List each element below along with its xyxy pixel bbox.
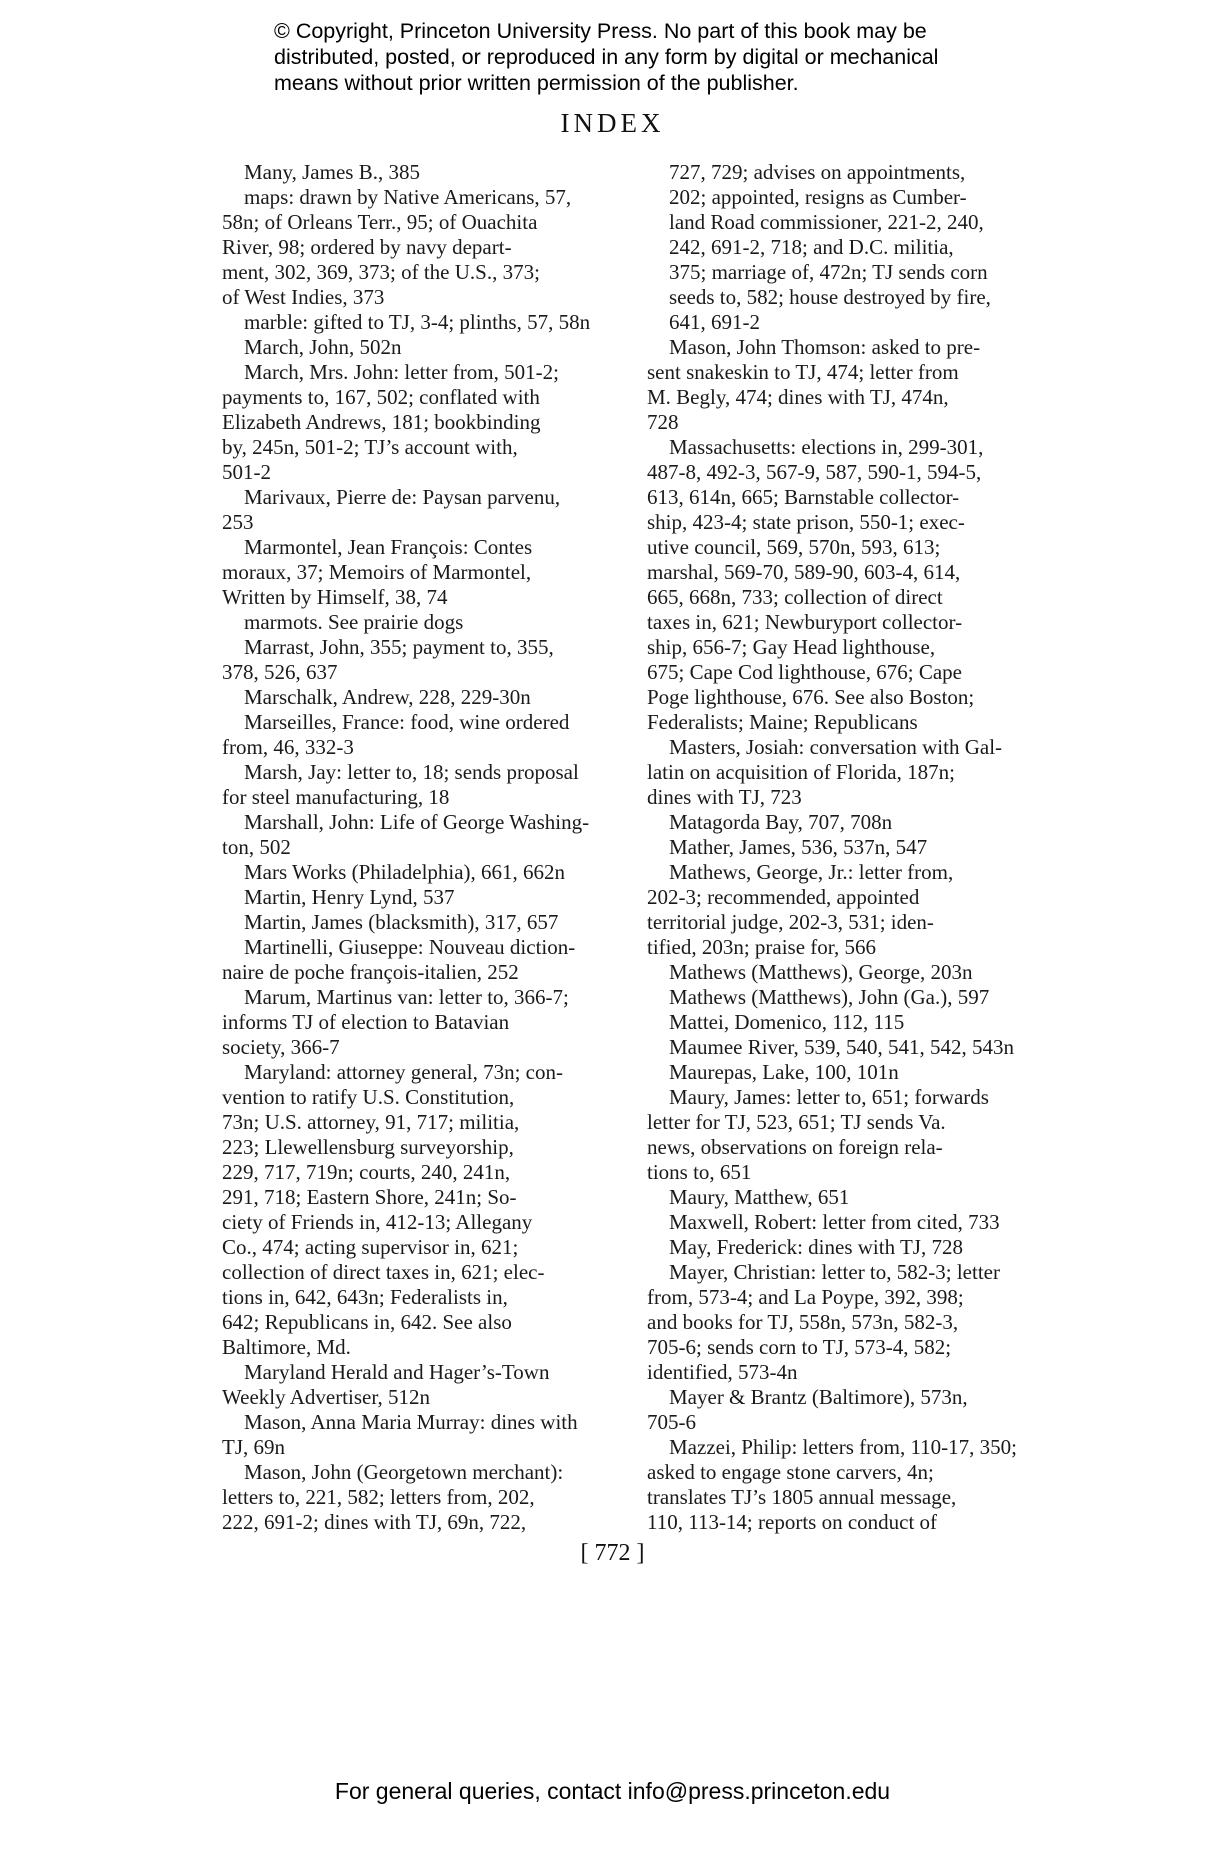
index-entry bbox=[222, 685, 627, 710]
index-entry-line: Written by Himself, 38, 74 bbox=[222, 585, 448, 609]
index-entry-line: Mattei, Domenico, 112, 115 bbox=[669, 1010, 905, 1034]
index-entry-line: 675; Cape Cod lighthouse, 676; Cape bbox=[647, 660, 962, 684]
index-entry-line: 487-8, 492-3, 567-9, 587, 590-1, 594-5, bbox=[647, 460, 982, 484]
index-entry-line: 705-6; sends corn to TJ, 573-4, 582; bbox=[647, 1335, 952, 1359]
index-entry-line: Mathews, George, Jr.: letter from, bbox=[669, 860, 954, 884]
index-entry-line: 110, 113-14; reports on conduct of bbox=[647, 1510, 938, 1534]
index-entry-line: moraux, 37; Memoirs of Marmontel, bbox=[222, 560, 532, 584]
index-entry bbox=[647, 735, 1057, 810]
index-entry-line: for steel manufacturing, 18 bbox=[222, 785, 450, 809]
index-entry bbox=[222, 985, 627, 1060]
index-entry bbox=[647, 335, 1057, 435]
index-entry bbox=[222, 860, 627, 885]
index-entry bbox=[222, 910, 627, 935]
index-entry-line: tified, 203n; praise for, 566 bbox=[647, 935, 876, 959]
index-entry bbox=[222, 160, 627, 185]
copyright-line: distributed, posted, or reproduced in any form by digital or mechanical bbox=[274, 45, 939, 69]
index-entry-line: 613, 614n, 665; Barnstable collector- bbox=[647, 485, 960, 509]
index-entry-line: Matagorda Bay, 707, 708n bbox=[669, 810, 893, 834]
page-number: [ 772 ] bbox=[580, 1540, 645, 1566]
index-entry-line: 641, 691-2 bbox=[669, 310, 760, 334]
index-entry-line: utive council, 569, 570n, 593, 613; bbox=[647, 535, 941, 559]
index-entry-line: Martin, Henry Lynd, 537 bbox=[244, 885, 455, 909]
index-entry bbox=[222, 335, 627, 360]
index-entry-line: 728 bbox=[647, 410, 679, 434]
index-entry-line: news, observations on foreign rela- bbox=[647, 1135, 943, 1159]
index-entry-line: from, 573-4; and La Poype, 392, 398; bbox=[647, 1285, 964, 1309]
index-entry-line: 229, 717, 719n; courts, 240, 241n, bbox=[222, 1160, 511, 1184]
index-entry-line: from, 46, 332-3 bbox=[222, 735, 354, 759]
index-entry-line: sent snakeskin to TJ, 474; letter from bbox=[647, 360, 959, 384]
index-entry-line: tions in, 642, 643n; Federalists in, bbox=[222, 1285, 508, 1309]
index-entry-line: ship, 423-4; state prison, 550-1; exec- bbox=[647, 510, 965, 534]
index-entry-line: Maury, James: letter to, 651; forwards bbox=[669, 1085, 989, 1109]
index-entry bbox=[222, 810, 627, 860]
index-entry bbox=[222, 885, 627, 910]
index-entry bbox=[647, 1435, 1057, 1535]
index-entry bbox=[222, 1060, 627, 1360]
index-entry-line: land Road commissioner, 221-2, 240, bbox=[669, 210, 984, 234]
index-entry-line: Marshall, John: Life of George Washing- bbox=[244, 810, 590, 834]
index-entry-line: Masters, Josiah: conversation with Gal- bbox=[669, 735, 1003, 759]
index-entry bbox=[647, 1060, 1057, 1085]
index-entry-line: latin on acquisition of Florida, 187n; bbox=[647, 760, 955, 784]
index-entry bbox=[647, 1010, 1057, 1035]
index-entry bbox=[222, 710, 627, 760]
index-entry-line: 375; marriage of, 472n; TJ sends corn bbox=[669, 260, 988, 284]
index-entry bbox=[222, 610, 627, 635]
index-entry-line: Federalists; Maine; Republicans bbox=[647, 710, 918, 734]
index-entry-line: River, 98; ordered by navy depart- bbox=[222, 235, 512, 259]
index-entry-line: 242, 691-2, 718; and D.C. militia, bbox=[669, 235, 954, 259]
index-entry-line: Co., 474; acting supervisor in, 621; bbox=[222, 1235, 519, 1259]
index-entry-line: 222, 691-2; dines with TJ, 69n, 722, bbox=[222, 1510, 527, 1534]
index-entry bbox=[647, 1385, 1057, 1435]
page-title: INDEX bbox=[560, 108, 665, 138]
index-entry bbox=[647, 835, 1057, 860]
index-entry-line: payments to, 167, 502; conflated with bbox=[222, 385, 540, 409]
copyright-line: © Copyright, Princeton University Press. No part of this book may be bbox=[274, 19, 927, 43]
index-entry-line: Marsh, Jay: letter to, 18; sends proposal bbox=[244, 760, 579, 784]
index-entry bbox=[647, 810, 1057, 835]
index-entry-line: taxes in, 621; Newburyport collector- bbox=[647, 610, 963, 634]
index-entry-line: Maryland Herald and Hager’s-Town bbox=[244, 1360, 550, 1384]
index-entry-line: dines with TJ, 723 bbox=[647, 785, 802, 809]
index-entry-line: Mason, Anna Maria Murray: dines with bbox=[244, 1410, 578, 1434]
index-entry-line: and books for TJ, 558n, 573n, 582-3, bbox=[647, 1310, 959, 1334]
index-entry-line: 291, 718; Eastern Shore, 241n; So- bbox=[222, 1185, 517, 1209]
index-entry bbox=[222, 485, 627, 535]
index-entry bbox=[222, 760, 627, 810]
index-entry-line: March, John, 502n bbox=[244, 335, 402, 359]
index-entry bbox=[647, 860, 1057, 960]
index-entry-line: Many, James B., 385 bbox=[244, 160, 420, 184]
index-column-left bbox=[222, 160, 627, 1535]
index-entry-line: informs TJ of election to Batavian bbox=[222, 1010, 510, 1034]
index-entry bbox=[222, 360, 627, 485]
index-entry-line: naire de poche françois-italien, 252 bbox=[222, 960, 519, 984]
index-entry-line: society, 366-7 bbox=[222, 1035, 340, 1059]
index-entry-line: 378, 526, 637 bbox=[222, 660, 338, 684]
index-entry bbox=[647, 1185, 1057, 1210]
index-entry bbox=[647, 1260, 1057, 1385]
index-entry-line: Mather, James, 536, 537n, 547 bbox=[669, 835, 928, 859]
index-entry-line: Martinelli, Giuseppe: Nouveau diction- bbox=[244, 935, 576, 959]
index-entry-line: Marrast, John, 355; payment to, 355, bbox=[244, 635, 554, 659]
index-entry bbox=[222, 1360, 627, 1410]
index-entry-line: Weekly Advertiser, 512n bbox=[222, 1385, 431, 1409]
index-entry bbox=[647, 1035, 1057, 1060]
index-entry-line: Mason, John (Georgetown merchant): bbox=[244, 1460, 564, 1484]
index-entry-line: marshal, 569-70, 589-90, 603-4, 614, bbox=[647, 560, 961, 584]
index-entry-line: marmots. See prairie dogs bbox=[244, 610, 464, 634]
index-entry-line: Marschalk, Andrew, 228, 229-30n bbox=[244, 685, 531, 709]
index-entry bbox=[647, 1210, 1057, 1235]
index-entry-line: asked to engage stone carvers, 4n; bbox=[647, 1460, 934, 1484]
index-entry-line: letters to, 221, 582; letters from, 202, bbox=[222, 1485, 535, 1509]
index-entry-line: maps: drawn by Native Americans, 57, bbox=[244, 185, 572, 209]
index-entry-line: 223; Llewellensburg surveyorship, bbox=[222, 1135, 514, 1159]
index-entry-line: seeds to, 582; house destroyed by fire, bbox=[669, 285, 991, 309]
index-entry-line: 253 bbox=[222, 510, 254, 534]
index-entry bbox=[647, 985, 1057, 1010]
index-entry-line: identified, 573-4n bbox=[647, 1360, 798, 1384]
index-entry-line: 642; Republicans in, 642. See also bbox=[222, 1310, 512, 1334]
index-entry bbox=[222, 935, 627, 985]
index-entry-line: tions to, 651 bbox=[647, 1160, 752, 1184]
index-entry bbox=[222, 1460, 627, 1535]
index-entry-line: TJ, 69n bbox=[222, 1435, 285, 1459]
index-entry bbox=[647, 1235, 1057, 1260]
index-entry-line: March, Mrs. John: letter from, 501-2; bbox=[244, 360, 559, 384]
index-entry-line: ment, 302, 369, 373; of the U.S., 373; bbox=[222, 260, 540, 284]
index-entry-line: Maryland: attorney general, 73n; con- bbox=[244, 1060, 563, 1084]
index-entry-line: marble: gifted to TJ, 3-4; plinths, 57, 58n bbox=[244, 310, 591, 334]
index-entry-line: Marivaux, Pierre de: Paysan parvenu, bbox=[244, 485, 561, 509]
index-entry-line: Marseilles, France: food, wine ordered bbox=[244, 710, 570, 734]
index-entry-line: 501-2 bbox=[222, 460, 271, 484]
index-entry-line: Mathews (Matthews), George, 203n bbox=[669, 960, 973, 984]
index-entry bbox=[647, 960, 1057, 985]
index-entry-line: Baltimore, Md. bbox=[222, 1335, 351, 1359]
index-entry-line: translates TJ’s 1805 annual message, bbox=[647, 1485, 957, 1509]
index-entry-line: Massachusetts: elections in, 299-301, bbox=[669, 435, 984, 459]
index-entry-line: collection of direct taxes in, 621; elec- bbox=[222, 1260, 545, 1284]
index-entry-line: M. Begly, 474; dines with TJ, 474n, bbox=[647, 385, 949, 409]
index-entry-line: 58n; of Orleans Terr., 95; of Ouachita bbox=[222, 210, 538, 234]
index-entry-line: Mayer & Brantz (Baltimore), 573n, bbox=[669, 1385, 968, 1409]
index-entry-line: Mayer, Christian: letter to, 582-3; letter bbox=[669, 1260, 1000, 1284]
index-entry-line: ship, 656-7; Gay Head lighthouse, bbox=[647, 635, 936, 659]
index-entry-line: ton, 502 bbox=[222, 835, 291, 859]
index-entry-continuation bbox=[647, 160, 1057, 335]
index-entry-line: 202; appointed, resigns as Cumber- bbox=[669, 185, 967, 209]
index-entry-line: 202-3; recommended, appointed bbox=[647, 885, 920, 909]
index-entry-line: Maury, Matthew, 651 bbox=[669, 1185, 850, 1209]
index-entry-line: Mazzei, Philip: letters from, 110-17, 350; bbox=[669, 1435, 1017, 1459]
index-entry bbox=[222, 635, 627, 685]
index-entry-line: 665, 668n, 733; collection of direct bbox=[647, 585, 943, 609]
index-entry-line: 727, 729; advises on appointments, bbox=[669, 160, 966, 184]
footer-contact: For general queries, contact info@press.princeton.edu bbox=[334, 1778, 891, 1804]
index-entry bbox=[647, 1085, 1057, 1185]
index-entry-line: Marum, Martinus van: letter to, 366-7; bbox=[244, 985, 569, 1009]
index-entry-line: vention to ratify U.S. Constitution, bbox=[222, 1085, 515, 1109]
index-entry bbox=[222, 310, 627, 335]
index-entry-line: of West Indies, 373 bbox=[222, 285, 385, 309]
index-entry-line: Martin, James (blacksmith), 317, 657 bbox=[244, 910, 559, 934]
index-entry-line: Mason, John Thomson: asked to pre- bbox=[669, 335, 981, 359]
index-entry-line: Mars Works (Philadelphia), 661, 662n bbox=[244, 860, 566, 884]
copyright-notice bbox=[274, 18, 1034, 96]
index-entry-line: 705-6 bbox=[647, 1410, 696, 1434]
index-entry bbox=[222, 185, 627, 310]
index-column-right bbox=[647, 160, 1057, 1535]
index-entry-line: by, 245n, 501-2; TJ’s account with, bbox=[222, 435, 518, 459]
index-entry-line: 73n; U.S. attorney, 91, 717; militia, bbox=[222, 1110, 520, 1134]
index-entry-line: May, Frederick: dines with TJ, 728 bbox=[669, 1235, 963, 1259]
index-entry-line: Maurepas, Lake, 100, 101n bbox=[669, 1060, 899, 1084]
index-entry-line: Maxwell, Robert: letter from cited, 733 bbox=[669, 1210, 1000, 1234]
index-entry-line: letter for TJ, 523, 651; TJ sends Va. bbox=[647, 1110, 946, 1134]
index-entry bbox=[222, 535, 627, 610]
copyright-line: means without prior written permission of the publisher. bbox=[274, 71, 799, 95]
index-entry-line: Maumee River, 539, 540, 541, 542, 543n bbox=[669, 1035, 1015, 1059]
index-entry-line: Marmontel, Jean François: Contes bbox=[244, 535, 533, 559]
index-entry-line: Poge lighthouse, 676. See also Boston; bbox=[647, 685, 975, 709]
index-entry-line: Mathews (Matthews), John (Ga.), 597 bbox=[669, 985, 990, 1009]
index-entry bbox=[647, 435, 1057, 735]
index-entry-line: ciety of Friends in, 412-13; Allegany bbox=[222, 1210, 533, 1234]
index-entry-line: territorial judge, 202-3, 531; iden- bbox=[647, 910, 934, 934]
index-entry-line: Elizabeth Andrews, 181; bookbinding bbox=[222, 410, 541, 434]
index-entry bbox=[222, 1410, 627, 1460]
